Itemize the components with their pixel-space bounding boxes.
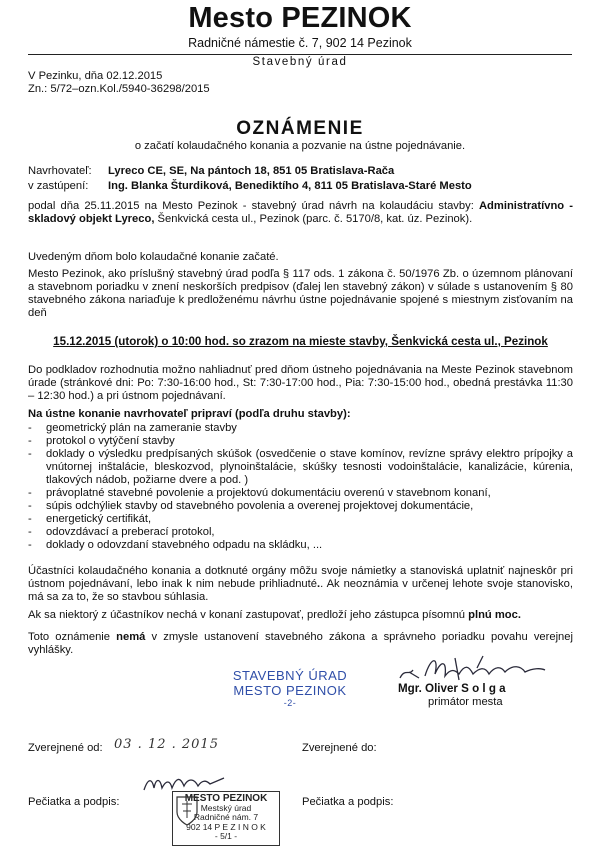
paragraph-objections: [28, 565, 573, 604]
representative-value: Ing. Blanka Šturdiková, Benediktího 4, 811 05 Bratislava-Staré Mesto: [108, 180, 472, 192]
not-public-text-b: v zmysle ustanovení stavebného zákona a správneho poriadku povahu verejnej vyhlášky.: [28, 631, 573, 656]
list-item: - protokol o vytýčení stavby: [28, 435, 573, 448]
stamp-line-3: -2-: [283, 698, 297, 708]
list-item: - doklady o výsledku predpísaných skúšok (osvedčenie o stave komínov, revízne správy elektro prípojky a vnútornej inštalácie, bleskozvod, plynoinštalácie, skúšky tesnosti vodoinštalácie, kanalizácie, kúrenia, tlakových nádob, požiarne dvere a pod. ): [28, 448, 573, 487]
mayor-role: primátor mesta: [428, 696, 503, 708]
seal-line-1: MESTO PEZINOK: [184, 793, 268, 804]
paragraph-started: Uvedeným dňom bolo kolaudačné konanie začaté.: [28, 251, 279, 263]
coat-of-arms-icon: [174, 794, 200, 828]
hearing-date: 15.12.2015 (utorok) o 10:00 hod. so zrazom na mieste stavby, Šenkvická cesta ul., Pezinok: [53, 335, 548, 348]
office-name: Stavebný úrad: [252, 56, 348, 68]
paragraph-representation: [28, 609, 573, 622]
seal-label-left: Pečiatka a podpis:: [28, 796, 120, 808]
seal-line-4: 902 14 P E Z I N O K: [186, 821, 266, 832]
power-of-attorney: plnú moc.: [468, 609, 521, 621]
list-heading: Na ústne konanie navrhovateľ pripraví (podľa druhu stavby):: [28, 408, 351, 420]
posted-from-date: 03 . 12 . 2015: [114, 737, 219, 752]
not-public-text-a: Toto oznámenie: [28, 631, 117, 643]
city-title: Mesto PEZINOK: [188, 2, 412, 34]
list-item: - súpis odchýliek stavby od stavebného povolenia a overenej projektovej dokumentácie,: [28, 500, 573, 513]
list-item: - odovzdávací a preberací protokol,: [28, 526, 573, 539]
paragraph-legal-basis: Mesto Pezinok, ako príslušný stavebný úrad podľa § 117 ods. 1 zákona č. 50/1976 Zb. o územnom plánovaní a stavebnom poriadku v znení neskorších predpisov (ďalej len stavebný zákon) v súlade s ustanovením § 80 stavebného zákona nariaďuje k predloženému návrhu ústne pojednávanie spojené s miestnym zisťovaním na deň: [28, 268, 573, 319]
building-name: Administratívno - skladový objekt Lyreco,: [28, 200, 573, 225]
objections-dot: .: [317, 578, 321, 590]
applicant-label: Navrhovateľ:: [28, 165, 92, 177]
city-address: Radničné námestie č. 7, 902 14 Pezinok: [188, 36, 412, 50]
paragraph-office-hours: Do podkladov rozhodnutia možno nahliadnuť pred dňom ústneho pojednávania na Meste Pezinok stavebnom úrade (stránkové dni: Po: 7:30-16:00 hod., St: 7:30-17:00 hod., Pia: 7:30-15:00 hod., obedná prestávka 11:30 – 12:30 hod.) a pri ústnom pojednávaní.: [28, 364, 573, 402]
building-location: Šenkvická cesta ul., Pezinok (parc. č. 5170/8, kat. úz. Pezinok).: [154, 213, 473, 225]
list-item: - geometrický plán na zameranie stavby: [28, 422, 573, 435]
office-stamp: [215, 668, 365, 708]
notice-title: OZNÁMENIE: [236, 118, 364, 139]
mayor-name: Mgr. Oliver S o l g a: [398, 682, 506, 695]
mayor-signature: [395, 650, 555, 686]
applicant-value: Lyreco CE, SE, Na pántoch 18, 851 05 Bratislava-Rača: [108, 165, 395, 177]
header-divider: [28, 54, 572, 55]
representative-label: v zastúpení:: [28, 180, 89, 192]
reference-number: Zn.: 5/72–ozn.Kol./5940-36298/2015: [28, 83, 210, 95]
not-public-emphasis: nemá: [116, 631, 146, 643]
notice-subtitle: o začatí kolaudačného konania a pozvanie na ústne pojednávanie.: [134, 140, 466, 152]
seal-line-2: Mestský úrad: [200, 802, 252, 813]
stamp-line-2: MESTO PEZINOK: [233, 683, 347, 698]
objections-text: Účastníci kolaudačného konania a dotknuté orgány môžu svoje námietky a stanoviská uplatniť najneskôr pri ústnom pojednávaní, lebo inak k nim nebude prihliadnuté: [28, 565, 573, 590]
objections-tail: . Ak neoznámia v určenej lehote svoje stanovisko, má sa za to, že so stavbou súhlasia.: [28, 578, 573, 603]
paragraph-application: [28, 200, 573, 226]
place-date: V Pezinku, dňa 02.12.2015: [28, 70, 163, 82]
posted-from-label: Zverejnené od:: [28, 742, 103, 754]
representation-text: Ak sa niektorý z účastníkov nechá v konaní zastupovať, predloží jeho zástupca písomnú: [28, 609, 469, 621]
seal-line-5: - 5/1 -: [214, 831, 238, 841]
stamp-line-1: STAVEBNÝ ÚRAD: [232, 668, 348, 683]
list-item: - energetický certifikát,: [28, 513, 573, 526]
list-item: - doklady o odovzdaní stavebného odpadu na skládku, ...: [28, 539, 573, 552]
seal-label-right: Pečiatka a podpis:: [302, 796, 394, 808]
seal-line-3: Radničné nám. 7: [193, 812, 259, 822]
application-text: podal dňa 25.11.2015 na Mesto Pezinok - stavebný úrad návrh na kolaudáciu stavby:: [28, 200, 479, 212]
requirements-list: [28, 422, 573, 552]
posted-to-label: Zverejnené do:: [302, 742, 377, 754]
list-item: - právoplatné stavebné povolenie a projektovú dokumentáciu overenú v stavebnom konaní,: [28, 487, 573, 500]
